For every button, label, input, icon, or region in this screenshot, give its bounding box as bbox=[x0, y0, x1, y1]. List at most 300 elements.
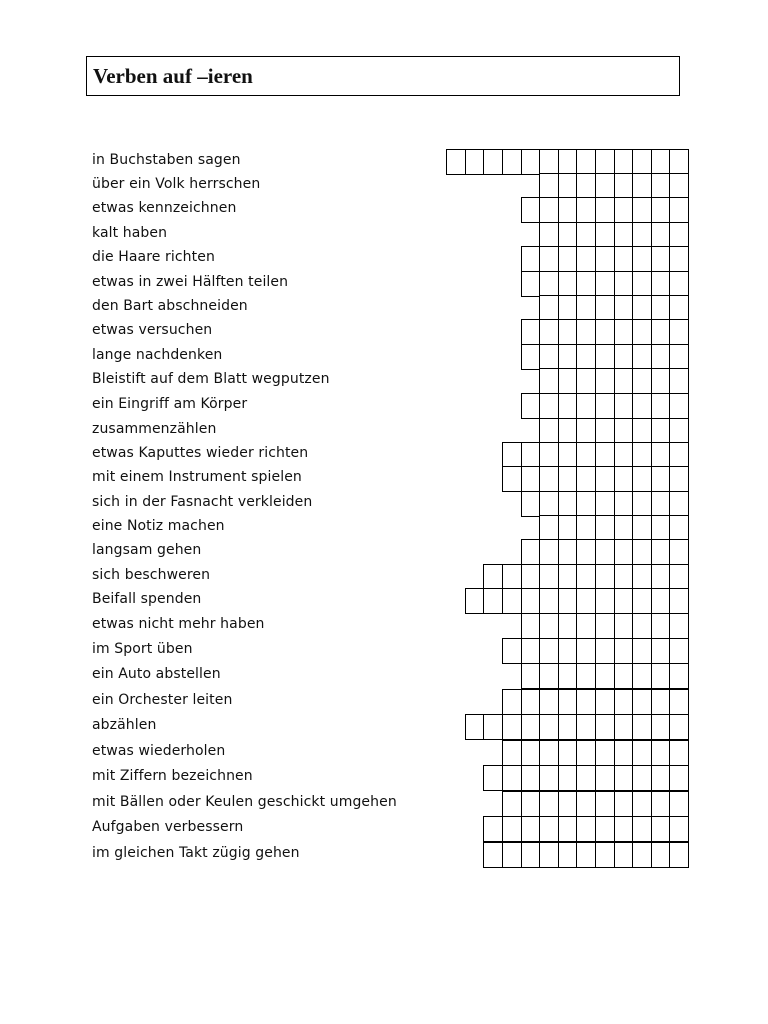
answer-cell[interactable] bbox=[558, 638, 578, 664]
answer-cell[interactable] bbox=[614, 816, 634, 842]
answer-cell[interactable] bbox=[483, 714, 503, 740]
answer-cell[interactable] bbox=[576, 714, 596, 740]
answer-cell[interactable] bbox=[669, 344, 689, 370]
answer-cell[interactable] bbox=[669, 418, 689, 444]
answer-cell[interactable] bbox=[651, 319, 671, 345]
answer-cell[interactable] bbox=[558, 663, 578, 689]
answer-cell[interactable] bbox=[595, 740, 615, 766]
answer-cell[interactable] bbox=[595, 714, 615, 740]
answer-cell[interactable] bbox=[521, 791, 541, 817]
answer-cell[interactable] bbox=[539, 714, 559, 740]
answer-cell[interactable] bbox=[669, 271, 689, 297]
answer-cell[interactable] bbox=[558, 197, 578, 223]
answer-cell[interactable] bbox=[539, 613, 559, 639]
answer-cell[interactable] bbox=[558, 442, 578, 468]
answer-cell[interactable] bbox=[632, 368, 652, 394]
answer-cell[interactable] bbox=[539, 442, 559, 468]
answer-cell[interactable] bbox=[558, 271, 578, 297]
answer-cell[interactable] bbox=[595, 442, 615, 468]
answer-cell[interactable] bbox=[539, 197, 559, 223]
answer-cell[interactable] bbox=[651, 393, 671, 419]
answer-cell[interactable] bbox=[539, 344, 559, 370]
answer-cell[interactable] bbox=[632, 842, 652, 868]
clue-text: kalt haben bbox=[92, 225, 168, 241]
answer-cell[interactable] bbox=[632, 442, 652, 468]
answer-cell[interactable] bbox=[632, 295, 652, 321]
answer-cell[interactable] bbox=[576, 393, 596, 419]
clue-text: etwas wiederholen bbox=[92, 743, 226, 759]
answer-cell[interactable] bbox=[521, 564, 541, 590]
answer-cell[interactable] bbox=[576, 689, 596, 715]
answer-cell[interactable] bbox=[632, 663, 652, 689]
answer-cell[interactable] bbox=[595, 663, 615, 689]
answer-cell[interactable] bbox=[614, 791, 634, 817]
answer-cell[interactable] bbox=[614, 295, 634, 321]
answer-cell[interactable] bbox=[614, 368, 634, 394]
answer-cell[interactable] bbox=[651, 842, 671, 868]
answer-cell[interactable] bbox=[669, 564, 689, 590]
answer-cell[interactable] bbox=[614, 638, 634, 664]
answer-cell[interactable] bbox=[595, 816, 615, 842]
answer-cell[interactable] bbox=[576, 638, 596, 664]
answer-cell[interactable] bbox=[465, 149, 485, 175]
answer-cell[interactable] bbox=[558, 368, 578, 394]
answer-cell[interactable] bbox=[576, 368, 596, 394]
answer-cell[interactable] bbox=[669, 466, 689, 492]
answer-cell[interactable] bbox=[651, 791, 671, 817]
answer-cell[interactable] bbox=[558, 816, 578, 842]
answer-cell[interactable] bbox=[502, 442, 522, 468]
answer-cell[interactable] bbox=[539, 222, 559, 248]
answer-cell[interactable] bbox=[669, 588, 689, 614]
answer-cell[interactable] bbox=[651, 539, 671, 565]
answer-cell[interactable] bbox=[651, 271, 671, 297]
answer-cell[interactable] bbox=[576, 271, 596, 297]
answer-cell[interactable] bbox=[558, 149, 578, 175]
answer-cell[interactable] bbox=[669, 638, 689, 664]
clue-row bbox=[0, 564, 768, 589]
answer-cell[interactable] bbox=[502, 791, 522, 817]
answer-cell[interactable] bbox=[595, 149, 615, 175]
clue-row bbox=[0, 319, 768, 344]
answer-cell[interactable] bbox=[521, 816, 541, 842]
answer-cell[interactable] bbox=[539, 689, 559, 715]
answer-cell[interactable] bbox=[632, 613, 652, 639]
answer-cell[interactable] bbox=[595, 246, 615, 272]
answer-cell[interactable] bbox=[539, 149, 559, 175]
answer-cell[interactable] bbox=[539, 791, 559, 817]
answer-cell[interactable] bbox=[521, 765, 541, 791]
answer-cell[interactable] bbox=[539, 588, 559, 614]
answer-cell[interactable] bbox=[632, 466, 652, 492]
answer-cell[interactable] bbox=[595, 466, 615, 492]
answer-cell[interactable] bbox=[483, 816, 503, 842]
clue-row bbox=[0, 689, 768, 714]
answer-cell[interactable] bbox=[558, 491, 578, 517]
answer-cell[interactable] bbox=[632, 791, 652, 817]
answer-cell[interactable] bbox=[669, 689, 689, 715]
answer-cell[interactable] bbox=[632, 222, 652, 248]
answer-cell[interactable] bbox=[632, 714, 652, 740]
answer-cell[interactable] bbox=[614, 246, 634, 272]
answer-cell[interactable] bbox=[558, 222, 578, 248]
answer-cell[interactable] bbox=[651, 246, 671, 272]
answer-cell[interactable] bbox=[576, 564, 596, 590]
answer-cell[interactable] bbox=[651, 816, 671, 842]
answer-cell[interactable] bbox=[539, 295, 559, 321]
answer-cell[interactable] bbox=[632, 418, 652, 444]
answer-cell[interactable] bbox=[632, 816, 652, 842]
answer-cell[interactable] bbox=[521, 588, 541, 614]
answer-cell[interactable] bbox=[614, 613, 634, 639]
answer-cell[interactable] bbox=[521, 842, 541, 868]
answer-cell[interactable] bbox=[521, 149, 541, 175]
answer-cell[interactable] bbox=[539, 246, 559, 272]
answer-cell[interactable] bbox=[539, 816, 559, 842]
answer-cell[interactable] bbox=[651, 295, 671, 321]
answer-cell[interactable] bbox=[614, 689, 634, 715]
answer-cell[interactable] bbox=[614, 222, 634, 248]
answer-cell[interactable] bbox=[521, 442, 541, 468]
answer-cell[interactable] bbox=[614, 319, 634, 345]
answer-cell[interactable] bbox=[595, 791, 615, 817]
answer-cell[interactable] bbox=[595, 842, 615, 868]
answer-cell[interactable] bbox=[595, 295, 615, 321]
answer-cell[interactable] bbox=[483, 588, 503, 614]
answer-cell[interactable] bbox=[558, 588, 578, 614]
answer-cell[interactable] bbox=[651, 442, 671, 468]
answer-cell[interactable] bbox=[632, 246, 652, 272]
answer-cell[interactable] bbox=[614, 491, 634, 517]
answer-cell[interactable] bbox=[669, 368, 689, 394]
answer-cell[interactable] bbox=[539, 418, 559, 444]
answer-cell[interactable] bbox=[651, 740, 671, 766]
answer-cell[interactable] bbox=[558, 765, 578, 791]
answer-cell[interactable] bbox=[614, 418, 634, 444]
answer-cell[interactable] bbox=[539, 319, 559, 345]
answer-cell[interactable] bbox=[632, 539, 652, 565]
answer-cell[interactable] bbox=[595, 689, 615, 715]
answer-cell[interactable] bbox=[502, 714, 522, 740]
answer-cell[interactable] bbox=[502, 638, 522, 664]
answer-cell[interactable] bbox=[595, 638, 615, 664]
answer-cell[interactable] bbox=[651, 368, 671, 394]
answer-cell[interactable] bbox=[521, 319, 541, 345]
answer-cell[interactable] bbox=[614, 663, 634, 689]
answer-cell[interactable] bbox=[614, 149, 634, 175]
answer-cell[interactable] bbox=[669, 442, 689, 468]
answer-cell[interactable] bbox=[632, 173, 652, 199]
answer-cell[interactable] bbox=[614, 842, 634, 868]
answer-cell[interactable] bbox=[465, 588, 485, 614]
answer-cell[interactable] bbox=[521, 271, 541, 297]
answer-cell[interactable] bbox=[632, 515, 652, 541]
answer-cell[interactable] bbox=[558, 319, 578, 345]
clue-row bbox=[0, 246, 768, 271]
answer-cell[interactable] bbox=[502, 689, 522, 715]
answer-cell[interactable] bbox=[576, 588, 596, 614]
answer-cell[interactable] bbox=[558, 515, 578, 541]
answer-cell[interactable] bbox=[632, 564, 652, 590]
answer-cell[interactable] bbox=[521, 539, 541, 565]
answer-cell[interactable] bbox=[539, 515, 559, 541]
answer-cell[interactable] bbox=[595, 491, 615, 517]
answer-cell[interactable] bbox=[539, 491, 559, 517]
answer-cell[interactable] bbox=[576, 319, 596, 345]
answer-cell[interactable] bbox=[539, 663, 559, 689]
answer-cell[interactable] bbox=[576, 246, 596, 272]
answer-cell[interactable] bbox=[614, 344, 634, 370]
answer-cell[interactable] bbox=[614, 466, 634, 492]
answer-cell[interactable] bbox=[558, 714, 578, 740]
answer-cell[interactable] bbox=[558, 393, 578, 419]
answer-cell[interactable] bbox=[558, 613, 578, 639]
answer-cell[interactable] bbox=[669, 393, 689, 419]
answer-cell[interactable] bbox=[632, 740, 652, 766]
answer-cell[interactable] bbox=[632, 588, 652, 614]
clue-row bbox=[0, 344, 768, 369]
answer-cell[interactable] bbox=[539, 539, 559, 565]
answer-cell[interactable] bbox=[614, 173, 634, 199]
answer-cell[interactable] bbox=[632, 689, 652, 715]
answer-cell[interactable] bbox=[539, 466, 559, 492]
answer-cell[interactable] bbox=[576, 842, 596, 868]
answer-cell[interactable] bbox=[595, 418, 615, 444]
answer-cell[interactable] bbox=[614, 539, 634, 565]
answer-cell[interactable] bbox=[651, 491, 671, 517]
answer-cell[interactable] bbox=[651, 638, 671, 664]
answer-cell[interactable] bbox=[669, 714, 689, 740]
clue-row bbox=[0, 368, 768, 393]
answer-cell[interactable] bbox=[521, 638, 541, 664]
answer-cell[interactable] bbox=[576, 149, 596, 175]
answer-cell[interactable] bbox=[521, 393, 541, 419]
answer-cell[interactable] bbox=[521, 246, 541, 272]
answer-cell[interactable] bbox=[502, 816, 522, 842]
clue-text: zusammenzählen bbox=[92, 421, 217, 437]
answer-cell[interactable] bbox=[614, 588, 634, 614]
answer-cell[interactable] bbox=[595, 765, 615, 791]
answer-cell[interactable] bbox=[576, 173, 596, 199]
answer-cell[interactable] bbox=[651, 173, 671, 199]
answer-cell[interactable] bbox=[576, 442, 596, 468]
answer-cell[interactable] bbox=[521, 197, 541, 223]
answer-cell[interactable] bbox=[558, 295, 578, 321]
clue-text: Aufgaben verbessern bbox=[92, 819, 244, 835]
answer-cell[interactable] bbox=[576, 765, 596, 791]
answer-cell[interactable] bbox=[483, 765, 503, 791]
answer-cell[interactable] bbox=[669, 816, 689, 842]
answer-cell[interactable] bbox=[614, 564, 634, 590]
answer-cell[interactable] bbox=[558, 466, 578, 492]
answer-cell[interactable] bbox=[651, 466, 671, 492]
answer-cell[interactable] bbox=[651, 765, 671, 791]
answer-cell[interactable] bbox=[576, 466, 596, 492]
answer-cell[interactable] bbox=[595, 271, 615, 297]
answer-cell[interactable] bbox=[446, 149, 466, 175]
answer-cell[interactable] bbox=[558, 740, 578, 766]
answer-cell[interactable] bbox=[651, 689, 671, 715]
answer-cell[interactable] bbox=[539, 842, 559, 868]
answer-cell[interactable] bbox=[539, 368, 559, 394]
answer-cell[interactable] bbox=[558, 791, 578, 817]
answer-cell[interactable] bbox=[595, 515, 615, 541]
answer-cell[interactable] bbox=[669, 491, 689, 517]
answer-cell[interactable] bbox=[669, 173, 689, 199]
answer-cell[interactable] bbox=[539, 173, 559, 199]
answer-cell[interactable] bbox=[521, 613, 541, 639]
answer-cell[interactable] bbox=[669, 295, 689, 321]
answer-cell[interactable] bbox=[632, 765, 652, 791]
answer-cell[interactable] bbox=[558, 246, 578, 272]
answer-cell[interactable] bbox=[669, 319, 689, 345]
clue-row bbox=[0, 740, 768, 765]
clue-text: etwas kennzeichnen bbox=[92, 200, 237, 216]
clue-row bbox=[0, 714, 768, 739]
answer-cell[interactable] bbox=[521, 689, 541, 715]
answer-cell[interactable] bbox=[595, 197, 615, 223]
answer-cell[interactable] bbox=[669, 842, 689, 868]
answer-cell[interactable] bbox=[558, 689, 578, 715]
answer-cell[interactable] bbox=[632, 393, 652, 419]
answer-cell[interactable] bbox=[502, 588, 522, 614]
answer-cell[interactable] bbox=[521, 663, 541, 689]
answer-cell[interactable] bbox=[558, 842, 578, 868]
answer-cell[interactable] bbox=[576, 613, 596, 639]
answer-cell[interactable] bbox=[632, 271, 652, 297]
answer-cell[interactable] bbox=[521, 740, 541, 766]
answer-cell[interactable] bbox=[669, 740, 689, 766]
answer-cell[interactable] bbox=[614, 197, 634, 223]
answer-cell[interactable] bbox=[576, 515, 596, 541]
answer-cell[interactable] bbox=[595, 588, 615, 614]
answer-cell[interactable] bbox=[539, 271, 559, 297]
answer-cell[interactable] bbox=[614, 765, 634, 791]
answer-cell[interactable] bbox=[614, 714, 634, 740]
answer-cell[interactable] bbox=[521, 344, 541, 370]
answer-cell[interactable] bbox=[576, 816, 596, 842]
answer-cell[interactable] bbox=[576, 491, 596, 517]
answer-cell[interactable] bbox=[651, 197, 671, 223]
answer-cell[interactable] bbox=[502, 564, 522, 590]
answer-cell[interactable] bbox=[576, 539, 596, 565]
answer-cell[interactable] bbox=[651, 564, 671, 590]
answer-cell[interactable] bbox=[632, 344, 652, 370]
answer-cell[interactable] bbox=[558, 539, 578, 565]
answer-cell[interactable] bbox=[539, 393, 559, 419]
answer-cell[interactable] bbox=[632, 319, 652, 345]
answer-cell[interactable] bbox=[502, 149, 522, 175]
answer-cell[interactable] bbox=[669, 222, 689, 248]
answer-cell[interactable] bbox=[595, 368, 615, 394]
answer-cell[interactable] bbox=[632, 491, 652, 517]
answer-cell[interactable] bbox=[576, 663, 596, 689]
clue-text: eine Notiz machen bbox=[92, 518, 225, 534]
answer-cell[interactable] bbox=[595, 222, 615, 248]
answer-cell[interactable] bbox=[651, 344, 671, 370]
answer-cell[interactable] bbox=[539, 564, 559, 590]
answer-cell[interactable] bbox=[558, 418, 578, 444]
answer-cell[interactable] bbox=[651, 149, 671, 175]
answer-cell[interactable] bbox=[483, 842, 503, 868]
answer-cell[interactable] bbox=[614, 515, 634, 541]
answer-cell[interactable] bbox=[651, 588, 671, 614]
answer-cell[interactable] bbox=[558, 344, 578, 370]
answer-cell[interactable] bbox=[651, 663, 671, 689]
answer-cell[interactable] bbox=[576, 295, 596, 321]
worksheet-title: Verben auf –ieren bbox=[93, 64, 253, 88]
answer-cell[interactable] bbox=[483, 564, 503, 590]
clue-text: die Haare richten bbox=[92, 249, 215, 265]
answer-cell[interactable] bbox=[651, 515, 671, 541]
answer-cell[interactable] bbox=[669, 246, 689, 272]
clue-row bbox=[0, 173, 768, 198]
answer-cell[interactable] bbox=[614, 271, 634, 297]
answer-cell[interactable] bbox=[483, 149, 503, 175]
answer-cell[interactable] bbox=[595, 173, 615, 199]
answer-cell[interactable] bbox=[595, 613, 615, 639]
answer-cell[interactable] bbox=[502, 765, 522, 791]
answer-cell[interactable] bbox=[502, 466, 522, 492]
answer-cell[interactable] bbox=[651, 222, 671, 248]
answer-cell[interactable] bbox=[595, 344, 615, 370]
answer-cell[interactable] bbox=[651, 714, 671, 740]
answer-cell[interactable] bbox=[539, 765, 559, 791]
answer-cell[interactable] bbox=[502, 740, 522, 766]
answer-cell[interactable] bbox=[595, 393, 615, 419]
answer-cell[interactable] bbox=[576, 222, 596, 248]
answer-cell[interactable] bbox=[614, 442, 634, 468]
answer-cell[interactable] bbox=[669, 663, 689, 689]
answer-cell[interactable] bbox=[595, 539, 615, 565]
answer-cell[interactable] bbox=[502, 842, 522, 868]
answer-cell[interactable] bbox=[539, 740, 559, 766]
clue-row bbox=[0, 491, 768, 516]
answer-cell[interactable] bbox=[558, 564, 578, 590]
answer-cell[interactable] bbox=[595, 564, 615, 590]
answer-cell[interactable] bbox=[669, 515, 689, 541]
answer-cell[interactable] bbox=[651, 418, 671, 444]
answer-cell[interactable] bbox=[651, 613, 671, 639]
answer-cell[interactable] bbox=[669, 149, 689, 175]
answer-cell[interactable] bbox=[595, 319, 615, 345]
clue-row bbox=[0, 295, 768, 320]
answer-cell[interactable] bbox=[539, 638, 559, 664]
answer-cell[interactable] bbox=[576, 791, 596, 817]
clue-text: mit Bällen oder Keulen geschickt umgehen bbox=[92, 794, 397, 810]
answer-cell[interactable] bbox=[632, 197, 652, 223]
answer-cell[interactable] bbox=[558, 173, 578, 199]
answer-cell[interactable] bbox=[576, 197, 596, 223]
answer-cell[interactable] bbox=[576, 740, 596, 766]
answer-cell[interactable] bbox=[614, 393, 634, 419]
answer-cell[interactable] bbox=[632, 149, 652, 175]
answer-cell[interactable] bbox=[576, 418, 596, 444]
answer-cell[interactable] bbox=[669, 791, 689, 817]
answer-cell[interactable] bbox=[669, 197, 689, 223]
answer-cell[interactable] bbox=[521, 466, 541, 492]
answer-cell[interactable] bbox=[521, 714, 541, 740]
answer-cell[interactable] bbox=[632, 638, 652, 664]
answer-cell[interactable] bbox=[465, 714, 485, 740]
clue-text: mit einem Instrument spielen bbox=[92, 469, 302, 485]
answer-cell[interactable] bbox=[576, 344, 596, 370]
answer-cell[interactable] bbox=[669, 613, 689, 639]
answer-cell[interactable] bbox=[614, 740, 634, 766]
answer-cell[interactable] bbox=[669, 539, 689, 565]
answer-cell[interactable] bbox=[521, 491, 541, 517]
answer-cell[interactable] bbox=[669, 765, 689, 791]
